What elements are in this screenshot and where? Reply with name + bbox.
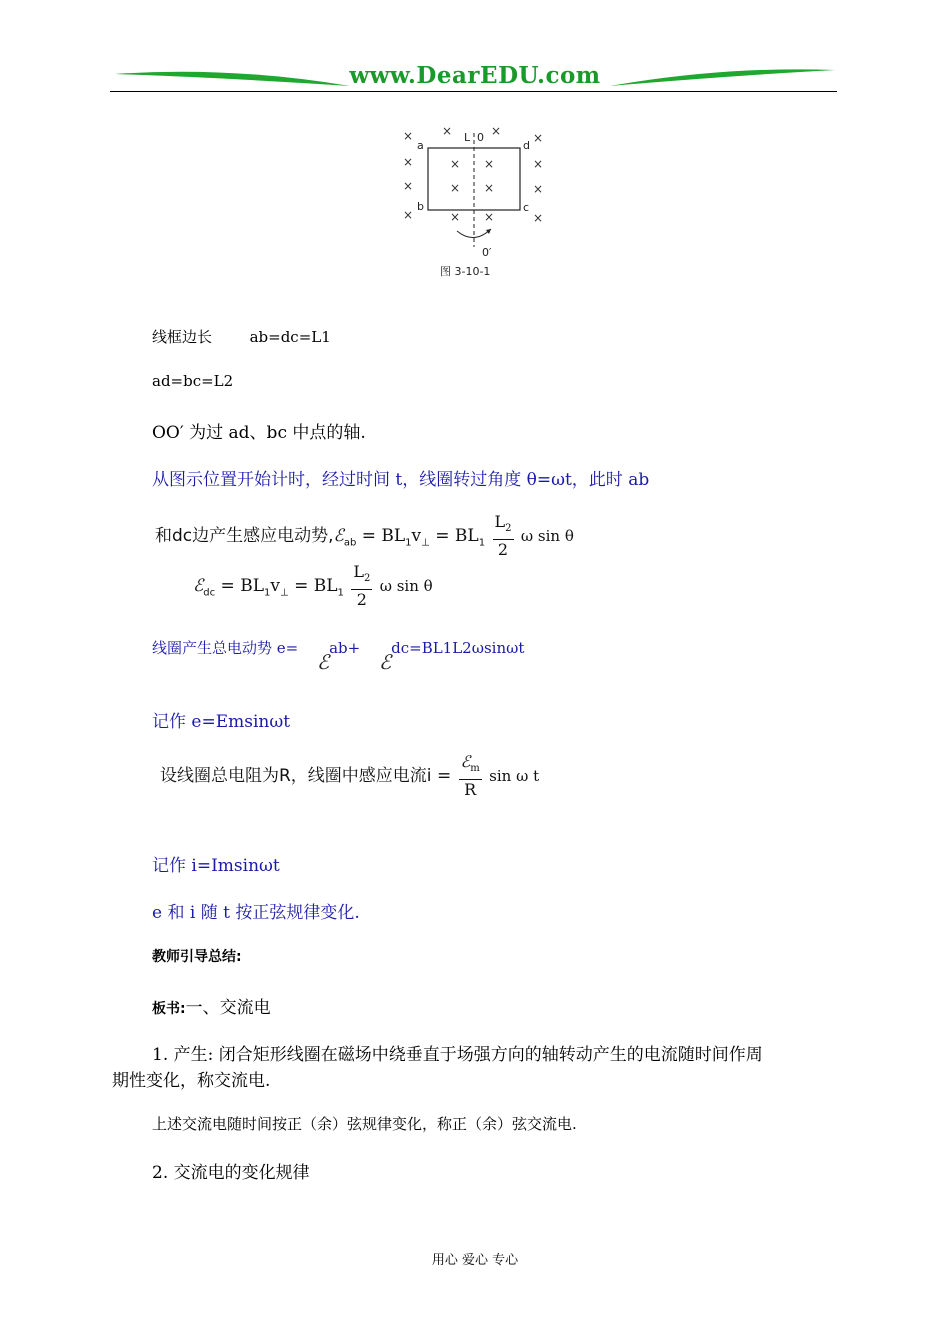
- svg-text:×: ×: [533, 131, 544, 145]
- line-generation-cont: 期性变化，称交流电.: [112, 1071, 271, 1091]
- emf-symbol: ℰ: [460, 752, 471, 771]
- eq1-prefix: 和dc边产生感应电动势,: [155, 526, 334, 547]
- svg-text:×: ×: [450, 210, 461, 224]
- emf-symbol: ℰ: [317, 650, 330, 674]
- frac-num: L: [353, 562, 364, 581]
- frac-num: L: [494, 512, 506, 531]
- svg-text:×: ×: [403, 208, 414, 222]
- frac-den: R: [464, 780, 477, 800]
- label-L: L: [464, 131, 471, 144]
- line-sinusoidal-ac: 上述交流电随时间按正（余）弦规律变化，称正（余）弦交流电.: [152, 1115, 577, 1133]
- eq3-tail: sin ω t: [489, 767, 540, 786]
- frac-num-sub: 2: [505, 523, 512, 535]
- svg-text:×: ×: [533, 211, 544, 225]
- text-total-emf: 线圈产生总电动势 e=: [152, 639, 299, 657]
- svg-text:×: ×: [491, 125, 502, 138]
- eq2-sub: dc: [203, 587, 216, 599]
- eq1-sub1b: 1: [478, 537, 486, 549]
- emf-symbol: ℰ: [379, 650, 392, 674]
- line-generation: 1. 产生: 闭合矩形线圈在磁场中绕垂直于场强方向的轴转动产生的电流随时间作周: [152, 1045, 763, 1065]
- label-d: d: [523, 139, 530, 152]
- emf-symbol: ℰ: [333, 526, 344, 547]
- eq1-eq2: = BL: [429, 526, 479, 547]
- label-O: 0: [477, 131, 484, 144]
- fraction-L2-over-2: [493, 512, 514, 560]
- svg-text:×: ×: [533, 182, 544, 196]
- line-sine-law: e 和 i 随 t 按正弦规律变化.: [152, 903, 360, 923]
- text-dc-formula: dc=BL1L2ωsinωt: [391, 639, 525, 657]
- eq1-sub1: 1: [405, 537, 412, 549]
- eq2-perp: ⊥: [279, 587, 289, 599]
- eq2-eq2: = BL: [288, 576, 338, 597]
- eq2-mid: = BL: [215, 576, 264, 597]
- line-axis: OO′ 为过 ad、bc 中点的轴.: [152, 423, 366, 443]
- eq2-v: v: [270, 576, 280, 597]
- eq1-tail: ω sin θ: [520, 527, 574, 546]
- coil-figure: [395, 125, 555, 280]
- figure-caption: 图 3-10-1: [440, 265, 491, 278]
- svg-text:×: ×: [442, 125, 453, 138]
- eq3-prefix: 设线圈总电阻为R，线圈中感应电流i =: [160, 766, 452, 787]
- header-rule: [110, 91, 837, 92]
- label-a: a: [417, 139, 424, 152]
- equation-emf-dc: [193, 562, 433, 610]
- label-b: b: [417, 200, 424, 213]
- heading-teacher-summary: 教师引导总结:: [152, 949, 242, 965]
- svg-text:×: ×: [403, 179, 414, 193]
- eq2-sub1b: 1: [337, 587, 344, 599]
- emf-symbol: ℰ: [193, 576, 204, 597]
- eq1-mid: = BL: [356, 526, 406, 547]
- text-ab-plus: ab+: [329, 639, 361, 657]
- svg-text:×: ×: [484, 181, 495, 195]
- svg-text:×: ×: [450, 181, 461, 195]
- label-c: c: [523, 201, 530, 214]
- fraction-Em-over-R: [459, 752, 482, 800]
- eq1-v: v: [411, 526, 422, 547]
- line-ad-bc: ad=bc=L2: [152, 372, 234, 390]
- text-board-label: 板书:: [152, 1001, 186, 1017]
- svg-text:×: ×: [484, 210, 495, 224]
- svg-text:×: ×: [450, 157, 461, 171]
- site-logo-text: www.DearEDU.com: [349, 62, 601, 89]
- equation-current: [160, 752, 539, 800]
- svg-text:×: ×: [533, 157, 544, 171]
- line-section-two: 2. 交流电的变化规律: [152, 1163, 310, 1183]
- line-side-lengths: [152, 326, 331, 347]
- frac-num-sub: m: [470, 763, 480, 775]
- text-ab-dc: ab=dc=L1: [249, 328, 331, 346]
- frac-den: 2: [497, 540, 509, 560]
- label-O-prime: 0′: [482, 246, 492, 259]
- line-timing: 从图示位置开始计时，经过时间 t，线圈转过角度 θ=ωt，此时 ab: [152, 470, 650, 490]
- equation-emf-ab: [155, 512, 574, 560]
- eq2-sub1: 1: [264, 587, 271, 599]
- frac-num-sub: 2: [363, 573, 371, 585]
- eq1-sub: ab: [343, 537, 357, 549]
- line-e-notation: 记作 e=Emsinωt: [152, 712, 291, 732]
- line-total-emf: [152, 634, 525, 674]
- eq1-perp: ⊥: [421, 537, 430, 549]
- page-footer: 用心 爱心 专心: [431, 1253, 519, 1268]
- line-i-notation: 记作 i=Imsinωt: [152, 856, 280, 876]
- text-section-one: 一、交流电: [185, 998, 271, 1018]
- eq2-tail: ω sin θ: [379, 577, 433, 596]
- fraction-L2-over-2: [351, 562, 372, 610]
- svg-text:×: ×: [403, 155, 414, 169]
- frac-den: 2: [356, 590, 367, 610]
- line-board-title: [152, 993, 271, 1018]
- svg-text:×: ×: [403, 129, 414, 143]
- text-side-length-label: 线框边长: [152, 328, 213, 346]
- svg-text:×: ×: [484, 157, 495, 171]
